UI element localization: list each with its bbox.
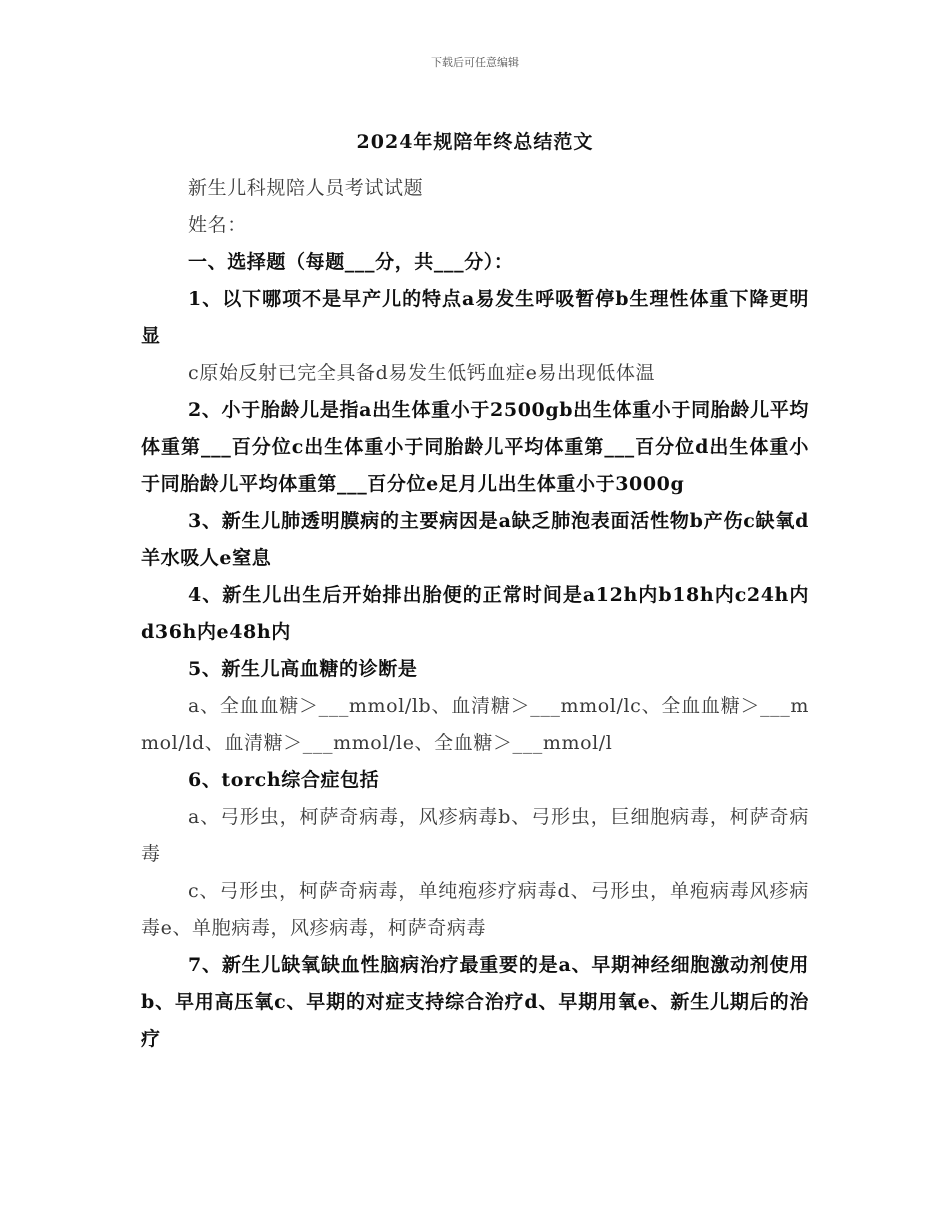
question-5: 5、新生儿高血糖的诊断是 — [188, 658, 418, 680]
question-6-options-cde: c、弓形虫，柯萨奇病毒，单纯疱疹疗病毒d、弓形虫，单疱病毒风疹病毒e、单胞病毒，风疹病毒，柯萨奇病毒 — [141, 880, 809, 939]
question-1-options: c原始反射已完全具备d易发生低钙血症e易出现低体温 — [188, 362, 656, 384]
question-3: 3、新生儿肺透明膜病的主要病因是a缺乏肺泡表面活性物b产伤c缺氧d羊水吸人e窒息 — [141, 510, 809, 569]
header-note: 下载后可任意编辑 — [431, 56, 519, 69]
question-4: 4、新生儿出生后开始排出胎便的正常时间是a12h内b18h内c24h内d36h内e48h内 — [141, 584, 809, 643]
question-2: 2、小于胎龄儿是指a出生体重小于2500gb出生体重小于同胎龄儿平均体重第___百分位c出生体重小于同胎龄儿平均体重第___百分位d出生体重小于同胎龄儿平均体重第___百分位e足月儿出生体重小于3000g — [141, 399, 809, 495]
paragraph-section-heading: 一、选择题（每题___分，共___分）： — [188, 251, 514, 273]
question-5-options: a、全血血糖＞___mmol/lb、血清糖＞___mmol/lc、全血血糖＞___mmol/ld、血清糖＞___mmol/le、全血糖＞___mmol/l — [141, 695, 809, 754]
document-body — [141, 170, 809, 1058]
question-6-options-ab: a、弓形虫，柯萨奇病毒，风疹病毒b、弓形虫，巨细胞病毒，柯萨奇病毒 — [141, 806, 809, 865]
paragraph-name-field: 姓名： — [188, 214, 247, 236]
question-1: 1、以下哪项不是早产儿的特点a易发生呼吸暂停b生理性体重下降更明显 — [141, 288, 809, 347]
question-6: 6、torch综合症包括 — [188, 769, 380, 791]
document-title: 2024年规陪年终总结范文 — [356, 131, 594, 153]
question-7: 7、新生儿缺氧缺血性脑病治疗最重要的是a、早期神经细胞激动剂使用b、早用高压氧c、早期的对症支持综合治疗d、早期用氧e、新生儿期后的治疗 — [141, 954, 809, 1050]
paragraph-subtitle: 新生儿科规陪人员考试试题 — [188, 177, 424, 199]
